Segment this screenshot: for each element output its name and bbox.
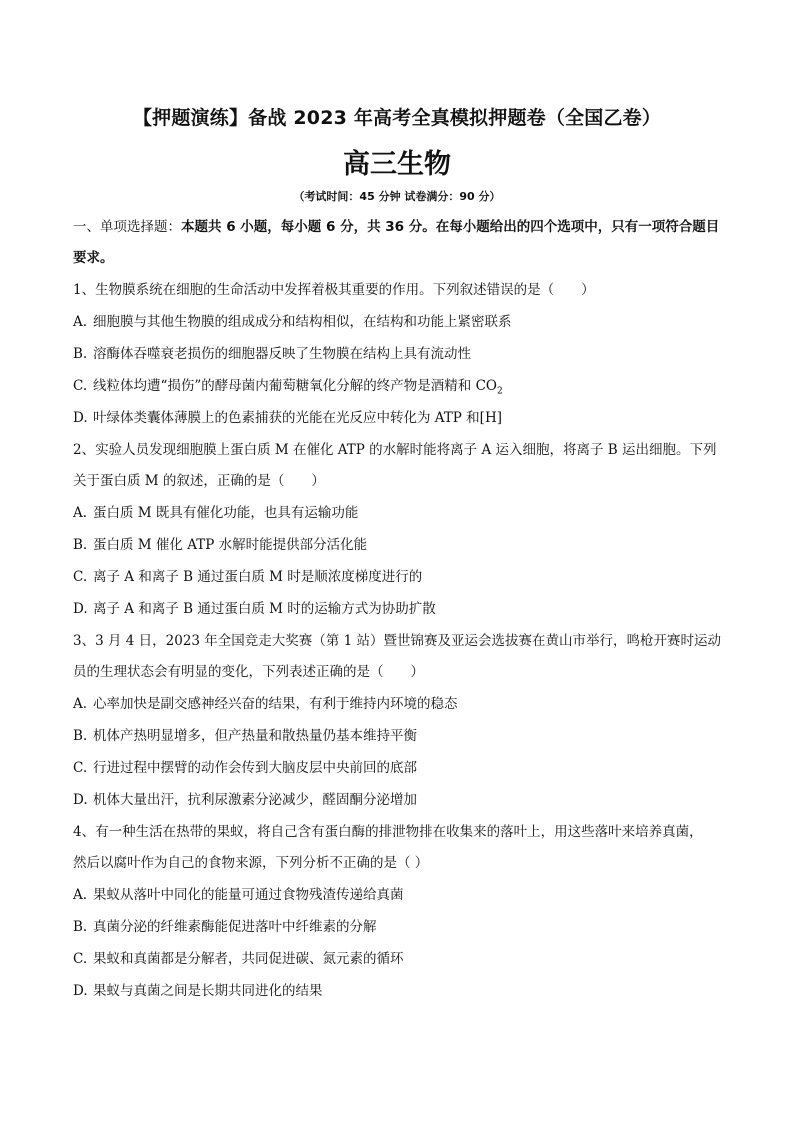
question-4-stem-continued: 然后以腐叶作为自己的食物来源，下列分析不正确的是（ ） xyxy=(73,855,429,871)
question-1-stem: 1、生物膜系统在细胞的生命活动中发挥着极其重要的作用。下列叙述错误的是（ ） xyxy=(73,282,595,298)
exam-title: 【押题演练】备战 2023 年高考全真模拟押题卷（全国乙卷） xyxy=(132,107,662,129)
question-1-option-b xyxy=(73,345,471,363)
question-4-option-d xyxy=(73,982,323,1000)
question-3-option-c xyxy=(73,759,417,777)
option-letter: C. xyxy=(73,378,88,394)
question-3-stem-continued: 员的生理状态会有明显的变化，下列表述正确的是（ ） xyxy=(73,664,424,680)
option-text: 离子 A 和离子 B 通过蛋白质 M 时是顺浓度梯度进行的 xyxy=(93,569,423,585)
option-letter: D. xyxy=(73,601,88,617)
question-2-stem-continued: 关于蛋白质 M 的叙述，正确的是（ ） xyxy=(73,473,325,489)
option-text: 离子 A 和离子 B 通过蛋白质 M 时的运输方式为协助扩散 xyxy=(93,601,436,617)
question-4-option-b xyxy=(73,918,377,936)
question-2-option-c xyxy=(73,568,422,586)
question-3-option-b xyxy=(73,727,417,745)
option-letter: B. xyxy=(73,537,88,553)
option-text: 真菌分泌的纤维素酶能促进落叶中纤维素的分解 xyxy=(93,919,377,935)
option-letter: A. xyxy=(73,505,88,521)
section-intro-continued: 要求。 xyxy=(73,250,114,266)
option-letter: B. xyxy=(73,728,88,744)
option-text: 溶酶体吞噬衰老损伤的细胞器反映了生物膜在结构上具有流动性 xyxy=(93,346,471,362)
question-4-stem: 4、有一种生活在热带的果蚁，将自己含有蛋白酶的排泄物排在收集来的落叶上，用这些落叶来培养真菌， xyxy=(73,824,703,840)
question-3-option-a xyxy=(73,695,458,713)
option-text: 果蚁与真菌之间是长期共同进化的结果 xyxy=(93,983,323,999)
question-1-option-d xyxy=(73,409,502,427)
exam-info: （考试时间：45 分钟 试卷满分：90 分） xyxy=(293,190,501,203)
question-4-option-c xyxy=(73,950,404,968)
option-letter: D. xyxy=(73,410,88,426)
option-letter: A. xyxy=(73,314,88,330)
option-letter: C. xyxy=(73,951,88,967)
option-text: 叶绿体类囊体薄膜上的色素捕获的光能在光反应中转化为 ATP 和[H] xyxy=(93,410,502,426)
question-2-option-a xyxy=(73,504,358,522)
section-intro-prefix: 一、单项选择题： xyxy=(73,219,181,235)
option-letter: D. xyxy=(73,983,88,999)
question-2-option-b xyxy=(73,536,367,554)
option-letter: C. xyxy=(73,760,88,776)
subject-heading: 高三生物 xyxy=(343,149,451,180)
subscript: 2 xyxy=(497,386,503,397)
option-text: 机体产热明显增多，但产热量和散热量仍基本维持平衡 xyxy=(93,728,417,744)
option-letter: D. xyxy=(73,792,88,808)
option-letter: B. xyxy=(73,919,88,935)
question-3-option-d xyxy=(73,791,417,809)
option-letter: A. xyxy=(73,887,88,903)
option-text: 细胞膜与其他生物膜的组成成分和结构相似，在结构和功能上紧密联系 xyxy=(93,314,512,330)
option-text: 蛋白质 M 催化 ATP 水解时能提供部分活化能 xyxy=(93,537,368,553)
option-text: 行进过程中摆臂的动作会传到大脑皮层中央前回的底部 xyxy=(93,760,417,776)
option-letter: B. xyxy=(73,346,88,362)
question-1-option-c xyxy=(73,377,503,401)
section-intro-text: 本题共 6 小题，每小题 6 分，共 36 分。在每小题给出的四个选项中，只有一项符合题目 xyxy=(181,219,720,235)
option-letter: C. xyxy=(73,569,88,585)
question-2-option-d xyxy=(73,600,436,618)
option-letter: A. xyxy=(73,696,88,712)
section-intro xyxy=(73,218,719,236)
question-3-stem: 3、3 月 4 日，2023 年全国竞走大奖赛（第 1 站）暨世锦赛及亚运会选拔赛在黄山市举行，鸣枪开赛时运动 xyxy=(73,633,721,649)
option-text: 果蚁从落叶中同化的能量可通过食物残渣传递给真菌 xyxy=(93,887,404,903)
question-2-stem: 2、实验人员发现细胞膜上蛋白质 M 在催化 ATP 的水解时能将离子 A 运入细胞，将离子 B 运出细胞。下列 xyxy=(73,442,717,458)
question-4-option-a xyxy=(73,886,404,904)
option-text: 果蚁和真菌都是分解者，共同促进碳、氮元素的循环 xyxy=(93,951,404,967)
option-text: 机体大量出汗，抗利尿激素分泌减少，醛固酮分泌增加 xyxy=(93,792,417,808)
question-1-option-a xyxy=(73,313,512,331)
option-text: 心率加快是副交感神经兴奋的结果，有利于维持内环境的稳态 xyxy=(93,696,458,712)
option-text: 线粒体均遭“损伤”的酵母菌内葡萄糖氧化分解的终产物是酒精和 CO xyxy=(93,378,497,394)
option-text: 蛋白质 M 既具有催化功能，也具有运输功能 xyxy=(93,505,359,521)
